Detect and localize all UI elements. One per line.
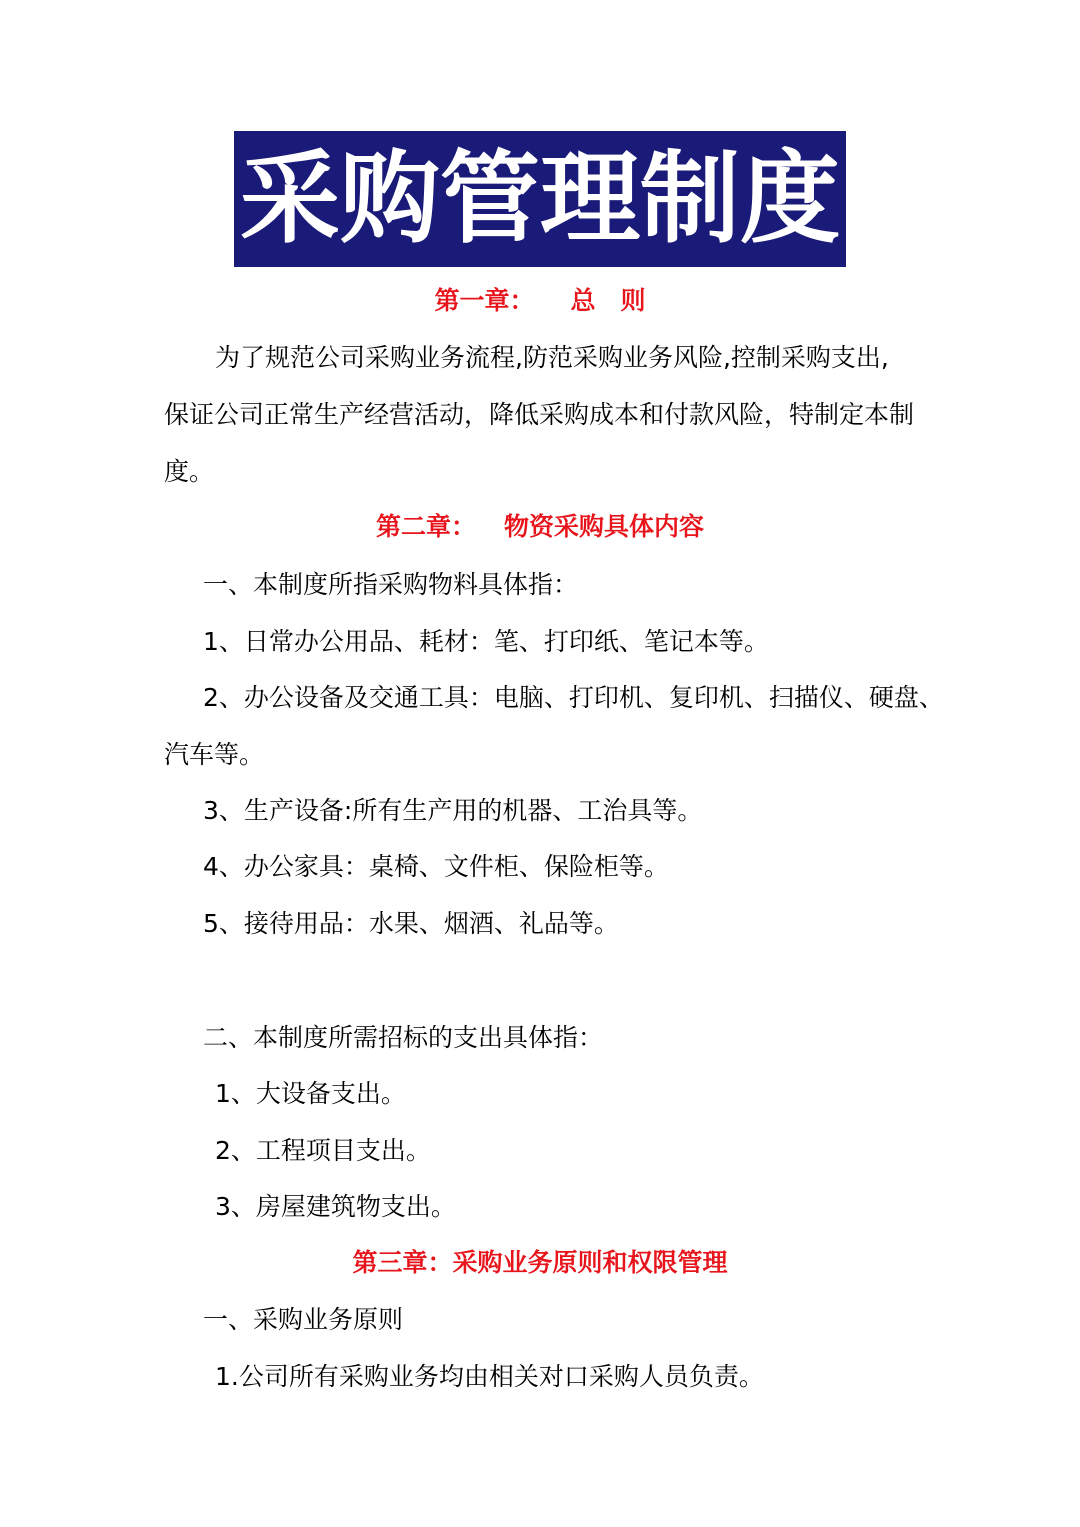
chapter-3-heading: 第三章：采购业务原则和权限管理 bbox=[352, 1248, 728, 1277]
list-item: 1、日常办公用品、耗材：笔、打印纸、笔记本等。 bbox=[203, 627, 769, 656]
chapter-2-heading bbox=[0, 511, 1080, 543]
section-3-1-heading: 一、采购业务原则 bbox=[203, 1305, 404, 1334]
section-2-1-heading: 一、本制度所指采购物料具体指： bbox=[203, 570, 579, 599]
list-item: 5、接待用品：水果、烟酒、礼品等。 bbox=[203, 909, 619, 938]
list-item: 3、生产设备:所有生产用的机器、工治具等。 bbox=[203, 796, 703, 825]
list-item: 2、办公设备及交通工具：电脑、打印机、复印机、扫描仪、硬盘、 bbox=[203, 683, 944, 712]
list-item: 汽车等。 bbox=[164, 740, 265, 769]
chapter-1-name: 总 则 bbox=[570, 286, 646, 315]
list-item: 3、房屋建筑物支出。 bbox=[215, 1192, 456, 1221]
intro-line-1: 为了规范公司采购业务流程,防范采购业务风险,控制采购支出, bbox=[215, 343, 889, 372]
section-2-2-heading: 二、本制度所需招标的支出具体指： bbox=[203, 1023, 604, 1052]
chapter-2-label: 第二章： bbox=[375, 512, 476, 541]
chapter-1-label: 第一章： bbox=[434, 286, 535, 315]
list-item: 4、办公家具：桌椅、文件柜、保险柜等。 bbox=[203, 852, 669, 881]
document-title: 采购管理制度 bbox=[234, 131, 846, 267]
intro-line-3: 度。 bbox=[164, 457, 215, 486]
list-item: 1、大设备支出。 bbox=[215, 1079, 406, 1108]
list-item: 1.公司所有采购业务均由相关对口采购人员负责。 bbox=[215, 1362, 764, 1391]
chapter-2-name: 物资采购具体内容 bbox=[504, 512, 705, 541]
list-item: 2、工程项目支出。 bbox=[215, 1136, 431, 1165]
chapter-1-heading bbox=[0, 285, 1080, 317]
intro-line-2: 保证公司正常生产经营活动，降低采购成本和付款风险，特制定本制 bbox=[164, 400, 915, 429]
